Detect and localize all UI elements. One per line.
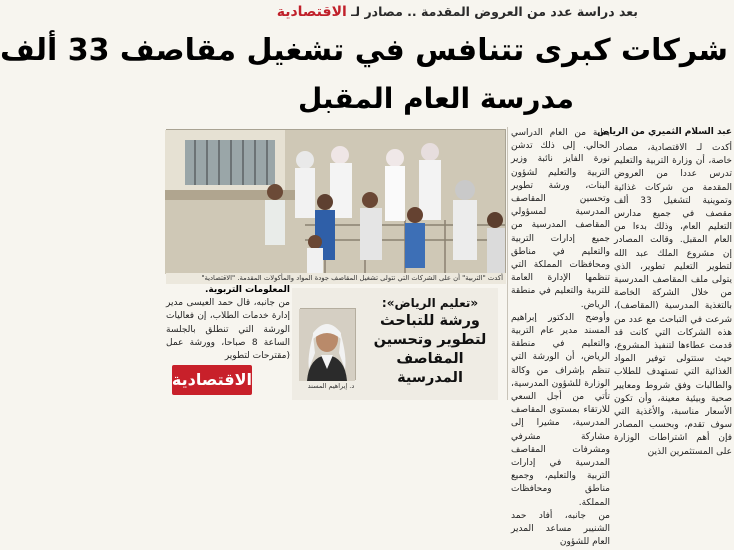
body-paragraph: من جانبه، قال حمد العيسى مدير إدارة خدمات الطلاب، إن فعاليات الورشة التي تنطلق بالجلسة الساعة 8 صباحا، وورشة عمل (مقترحات لتطوير bbox=[166, 298, 290, 362]
headline-line-2: مدرسة العام المقبل bbox=[297, 82, 574, 115]
portrait-photo bbox=[300, 308, 356, 380]
headline-line-1: شركات كبرى تتنافس في تشغيل مقاصف 33 ألف bbox=[0, 33, 728, 68]
body-paragraph: من جانبه، أفاد حمد الشنيبر مساعد المدير العام للشؤون bbox=[511, 510, 610, 548]
photo-caption: أكدت "التربية" أن على الشركات التي تتولى تشغيل المقاصف جودة المواد والمأكولات المقدمة. "الاقتصادية" bbox=[166, 273, 506, 284]
body-paragraph: أكدت لـ الاقتصادية، مصادر خاصة، أن وزارة التربية والتعليم تدرس عددا من العروض المقدمة من شركات غذائية وتموينية لتشغيل 33 ألف مقصف في جميع مدارس التعليم العام، وذلك بدءا من العام المقبل. وقالت المصادر إن مشروع الملك عبد الله لتطوير التعليم تطوير، الذي يتولى ملف المقاصف المدرسية من خلال الشركة الخاصة بالتغذية المدرسية (المقاصف)، شرعت في التباحث مع عدد من هذه الشركات التي كانت قد قدمت عطاءها لتنفيذ المشروع، حيث ستتولى توفير المواد الغذائية التي تستهدف للطلاب والطالبات وفق شروط ومعايير صحية وبيئية معينة، وأن تكون الأسعار مناسبة، والأغذية التي سوف تقدم، وبحسب المصادر فإن أهم اشتراطات الوزارة على المستثمرين الذين bbox=[614, 143, 732, 457]
body-paragraph: بداية من العام الدراسي الحالي. إلى ذلك تدشن نورة الفايز نائبة وزير التربية والتعليم لشؤون البنات، ورشة تطوير وتحسين المقاصف المدرسية لمسؤولي المقاصف المدرسية من جميع إدارات التربية والتعليم في مناطق ومحافظات المملكة التي تنظمها الإدارة العامة للتربية والتعليم في منطقة الرياض. bbox=[511, 128, 610, 310]
body-paragraph: وأوضح الدكتور إبراهيم المسند مدير عام التربية والتعليم في منطقة الرياض، أن الورشة التي تنظم بإشراف من وكالة الوزارة للشؤون المدرسية، تأتي من أجل السعي للارتقاء بمستوى المقاصف المدرسية، مشيرا إلى مشاركة مشرفي ومشرفات المقاصف المدرسية في إدارات التربية والتعليم، وجميع مناطق ومحافظات المملكة. bbox=[511, 312, 610, 508]
body-column-right bbox=[614, 142, 732, 457]
body-subhead: المعلومات التربوية. bbox=[204, 285, 290, 295]
body-column-middle bbox=[507, 127, 610, 548]
body-column-left bbox=[166, 284, 290, 369]
article-kicker bbox=[170, 4, 638, 26]
person-portrait-icon bbox=[299, 309, 355, 381]
promo-title: «تعليم الرياض»: bbox=[381, 296, 479, 310]
byline: عبد السلام الثميري من الرياض bbox=[597, 127, 732, 137]
kicker-brand: الاقتصادية bbox=[276, 4, 347, 20]
promo-body: ورشة للتباحث لتطوير وتحسين المقاصف المدرسية bbox=[373, 313, 487, 386]
publication-logo: الاقتصادية bbox=[172, 365, 252, 395]
kicker-text: بعد دراسة عدد من العروض المقدمة .. مصادر لـ bbox=[351, 4, 638, 19]
article-photo bbox=[166, 129, 506, 273]
canteen-photo-illustration bbox=[165, 130, 505, 274]
promo-box bbox=[292, 288, 498, 400]
portrait-caption: د. إبراهيم المسند bbox=[307, 382, 355, 390]
